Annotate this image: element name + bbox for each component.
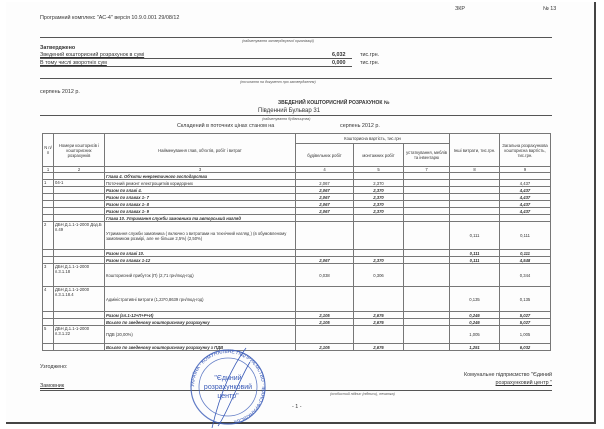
header-equipment: устаткування, меблів та інвентарю xyxy=(404,144,450,167)
cell-c5: 2,676 xyxy=(354,344,404,351)
cell-c9: 4,437 xyxy=(500,187,551,194)
cell-c8 xyxy=(450,180,500,187)
org-name-line1: Комунальне підприємство "Єдиний xyxy=(463,372,552,378)
cell-name: Разом по главах 1- 9 xyxy=(105,208,296,215)
cell-n xyxy=(43,344,54,351)
object-name: Південний Бульвар 31 xyxy=(258,108,321,114)
cell-n xyxy=(43,194,54,201)
cell-name: Адміністративні витрати (1,23*0,8639 грн/люд-год) xyxy=(105,287,296,312)
agreed-label: Узгоджено: xyxy=(40,364,68,370)
cell-c5: 2,676 xyxy=(354,312,404,319)
cell-c7 xyxy=(404,222,450,250)
prices-date: серпень 2012 р. xyxy=(340,123,380,129)
cell-c9: 4,548 xyxy=(500,257,551,264)
cell-n xyxy=(43,187,54,194)
cell-name: Разом по главах 1- 8 xyxy=(105,201,296,208)
table-row xyxy=(43,250,551,257)
header-estimate-codes: Номери кошторисів і кошторисних розрахунків xyxy=(54,134,105,167)
estimate-table xyxy=(42,133,551,351)
cell-c5: 2,370 xyxy=(354,180,404,187)
divider xyxy=(40,66,352,67)
cell-n: 4 xyxy=(43,287,54,312)
cell-n xyxy=(43,257,54,264)
cell-name: Поточний ремонт електрощитків коридорних xyxy=(105,180,296,187)
cell-c4 xyxy=(296,215,354,222)
cell-c4: 2,105 xyxy=(296,344,354,351)
cell-code xyxy=(54,312,105,319)
cell-n xyxy=(43,208,54,215)
cell-name: Глава 4. Об'єкти енергетичного господарства xyxy=(105,173,296,180)
cell-n: 2 xyxy=(43,222,54,250)
cell-c9: 5,027 xyxy=(500,312,551,319)
cell-c7 xyxy=(404,250,450,257)
approved-sum-label: Зведений кошторисний розрахунок в сумі xyxy=(40,52,145,58)
cell-c4: 2,067 xyxy=(296,180,354,187)
cell-c4: 2,067 xyxy=(296,201,354,208)
cell-n: 3 xyxy=(43,264,54,287)
cell-c8 xyxy=(450,264,500,287)
cell-n xyxy=(43,312,54,319)
cell-c4 xyxy=(296,326,354,344)
divider xyxy=(40,58,352,59)
table-row xyxy=(43,222,551,250)
cell-code: ДБН Д.1.1-1-2000 п.3.1.18.4 xyxy=(54,287,105,312)
cell-code: ДБН Д.1.1-1-2000 Дод.Б п.49 xyxy=(54,222,105,250)
cell-c9: 4,437 xyxy=(500,180,551,187)
cell-c7 xyxy=(404,201,450,208)
table-row xyxy=(43,264,551,287)
cell-c9: 4,437 xyxy=(500,201,551,208)
cell-c8: 0,111 xyxy=(450,222,500,250)
divider xyxy=(40,390,552,391)
stamp-outer-text: УКРАЇНА · КОМУНАЛЬНЕ ПІДПРИЄМСТВО · ІВАНО-ФРАНКІВСЬК xyxy=(189,348,267,425)
cell-name: Всього по зведеному кошторисному розрахунку xyxy=(105,319,296,326)
cell-name: Разом по главі 10. xyxy=(105,250,296,257)
cell-c5: 0,306 xyxy=(354,264,404,287)
return-sum-label: В тому числі зворотніх сум xyxy=(40,60,107,66)
cell-c7 xyxy=(404,173,450,180)
doc-caption: (посилання на документ про затвердження) xyxy=(240,80,316,84)
cell-c7 xyxy=(404,208,450,215)
cell-c8: 0,246 xyxy=(450,312,500,319)
cell-code: 04-1 xyxy=(54,180,105,187)
cell-n xyxy=(43,319,54,326)
cell-c8: 0,135 xyxy=(450,287,500,312)
column-number: 1 xyxy=(43,167,54,173)
prices-label: Складений в поточних цінах станом на xyxy=(177,123,275,129)
cell-c8 xyxy=(450,187,500,194)
cell-c8: 0,111 xyxy=(450,257,500,264)
cell-c7 xyxy=(404,194,450,201)
table-row xyxy=(43,187,551,194)
cell-code xyxy=(54,173,105,180)
stamp-seal xyxy=(188,346,268,428)
org-caption: (найменування затверджуючої організації) xyxy=(242,39,314,43)
column-number: 4 xyxy=(296,167,354,173)
cell-name: Кошторисний прибуток (П) (2,71 грн/люд-год) xyxy=(105,264,296,287)
cell-c7 xyxy=(404,312,450,319)
cell-c5 xyxy=(354,215,404,222)
cell-c8: 1,251 xyxy=(450,344,500,351)
cell-c5 xyxy=(354,173,404,180)
cell-c4 xyxy=(296,222,354,250)
cell-n xyxy=(43,201,54,208)
cell-c5: 2,370 xyxy=(354,201,404,208)
cell-n xyxy=(43,215,54,222)
cell-name: Утримання служби замовника ( включно з витратами на технічний нагляд ) (в обумовленому замовником розмірі, але не більше 2,5%) (2,50%) xyxy=(105,222,296,250)
cell-c7 xyxy=(404,187,450,194)
cell-c8 xyxy=(450,201,500,208)
cell-c4: 2,067 xyxy=(296,257,354,264)
cell-c5: 2,370 xyxy=(354,208,404,215)
cell-c5 xyxy=(354,326,404,344)
document-number: № 13 xyxy=(543,6,557,12)
cell-c8 xyxy=(450,215,500,222)
cell-c7 xyxy=(404,326,450,344)
cell-c4 xyxy=(296,250,354,257)
cell-c8: 0,246 xyxy=(450,319,500,326)
cell-code xyxy=(54,201,105,208)
cell-code xyxy=(54,250,105,257)
header-other-costs: Інші витрати, тис.грн. xyxy=(450,134,500,167)
cell-code xyxy=(54,187,105,194)
approved-sum-value: 6,032 xyxy=(332,52,346,58)
cell-c8 xyxy=(450,173,500,180)
cell-c9 xyxy=(500,173,551,180)
cell-code xyxy=(54,194,105,201)
stamp-text-1: "Єдиний xyxy=(214,375,242,382)
page-title: ЗВЕДЕНИЙ КОШТОРИСНИЙ РОЗРАХУНОК № xyxy=(278,100,390,106)
cell-code: ДБН Д.1.1-1-2000 п.3.1.22 xyxy=(54,326,105,344)
cell-name: Глава 10. Утримання служби замовника та авторський нагляд xyxy=(105,215,296,222)
cell-c9: 5,027 xyxy=(500,319,551,326)
cell-c5 xyxy=(354,222,404,250)
cell-c4: 2,105 xyxy=(296,319,354,326)
header-total: Загальна розрахункова кошторисна вартість, тис.грн. xyxy=(500,134,551,167)
cell-c9: 0,111 xyxy=(500,250,551,257)
table-row xyxy=(43,201,551,208)
cell-c9: 0,135 xyxy=(500,287,551,312)
cell-c9: 4,437 xyxy=(500,194,551,201)
cell-c9: 0,111 xyxy=(500,222,551,250)
cell-c7 xyxy=(404,264,450,287)
program-info: Програмний комплекс "АС-4" версія 10.9.0.001 29/08/12 xyxy=(40,15,180,21)
form-code: ЗКР xyxy=(455,6,465,12)
column-number: 9 xyxy=(500,167,551,173)
cell-c5: 2,676 xyxy=(354,319,404,326)
column-number: 5 xyxy=(354,167,404,173)
cell-c9: 0,344 xyxy=(500,264,551,287)
table-row xyxy=(43,257,551,264)
org-name-line2: розрахунковий центр " xyxy=(495,380,552,386)
stamp-text-2: розрахунковий xyxy=(203,384,253,391)
approved-sum-unit: тис.грн. xyxy=(360,52,380,58)
cell-code xyxy=(54,319,105,326)
cell-c4: 2,067 xyxy=(296,194,354,201)
column-number: 3 xyxy=(105,167,296,173)
cell-n: 5 xyxy=(43,326,54,344)
cell-c9: 6,032 xyxy=(500,344,551,351)
table-row xyxy=(43,215,551,222)
cell-c7 xyxy=(404,257,450,264)
cell-c4 xyxy=(296,173,354,180)
cell-c7 xyxy=(404,180,450,187)
return-sum-unit: тис.грн. xyxy=(360,60,380,66)
cell-c9: 1,005 xyxy=(500,326,551,344)
cell-c5: 2,370 xyxy=(354,187,404,194)
table-row xyxy=(43,287,551,312)
cell-c7 xyxy=(404,319,450,326)
page-number: - 1 - xyxy=(292,404,302,410)
table-row xyxy=(43,173,551,180)
column-number: 8 xyxy=(450,167,500,173)
cell-c8 xyxy=(450,194,500,201)
table-row xyxy=(43,344,551,351)
cell-c8: 0,111 xyxy=(450,250,500,257)
cell-c4: 2,067 xyxy=(296,208,354,215)
cell-name: Разом (гл.1-12+П+Р+И) xyxy=(105,312,296,319)
cell-c5: 2,370 xyxy=(354,194,404,201)
cell-c4: 2,105 xyxy=(296,312,354,319)
customer-label: Замовник xyxy=(40,383,65,389)
cell-code xyxy=(54,257,105,264)
cell-c4: 2,067 xyxy=(296,187,354,194)
cell-c7 xyxy=(404,287,450,312)
cell-n xyxy=(43,173,54,180)
cell-c8: 1,005 xyxy=(450,326,500,344)
cell-name: Разом по главах 1- 7 xyxy=(105,194,296,201)
stamp-text-3: центр" xyxy=(217,393,239,400)
cell-c7 xyxy=(404,215,450,222)
signature-caption: (особистий підпис (підписи), печатка) xyxy=(330,392,395,396)
header-name: Найменування глав, об'єктів, робіт і витрат xyxy=(105,134,296,167)
cell-code xyxy=(54,208,105,215)
table-row xyxy=(43,326,551,344)
table-row xyxy=(43,180,551,187)
header-cost-group: Кошторисна вартість, тис.грн xyxy=(296,134,450,144)
approval-date: серпень 2012 р. xyxy=(40,89,80,95)
cell-name: Всього по зведеному кошторисному розрахунку з ПДВ xyxy=(105,344,296,351)
table-row xyxy=(43,194,551,201)
cell-c4 xyxy=(296,287,354,312)
cell-code: ДБН Д.1.1-1-2000 п.3.1.18 xyxy=(54,264,105,287)
cell-c5 xyxy=(354,250,404,257)
cell-n: 1 xyxy=(43,180,54,187)
header-number: N п/п xyxy=(43,134,54,167)
cell-code xyxy=(54,215,105,222)
cell-c5 xyxy=(354,287,404,312)
cell-c8 xyxy=(450,208,500,215)
table-row xyxy=(43,319,551,326)
cell-n xyxy=(43,250,54,257)
cell-c9 xyxy=(500,215,551,222)
column-number: 7 xyxy=(404,167,450,173)
object-caption: (найменування будівництва) xyxy=(262,117,311,121)
approved-label: Затверджено xyxy=(40,45,76,51)
cell-name: Разом по главах 1-12 xyxy=(105,257,296,264)
cell-c4: 0,038 xyxy=(296,264,354,287)
table-row xyxy=(43,208,551,215)
table-row xyxy=(43,312,551,319)
cell-code xyxy=(54,344,105,351)
header-installation: монтажних робіт xyxy=(354,144,404,167)
cell-name: Разом по главі 4. xyxy=(105,187,296,194)
cell-c7 xyxy=(404,344,450,351)
header-construction: будівельних робіт xyxy=(296,144,354,167)
cell-c9: 4,437 xyxy=(500,208,551,215)
cell-c5: 2,370 xyxy=(354,257,404,264)
column-number: 2 xyxy=(54,167,105,173)
cell-name: ПДВ (20,00%) xyxy=(105,326,296,344)
return-sum-value: 0,000 xyxy=(332,60,346,66)
